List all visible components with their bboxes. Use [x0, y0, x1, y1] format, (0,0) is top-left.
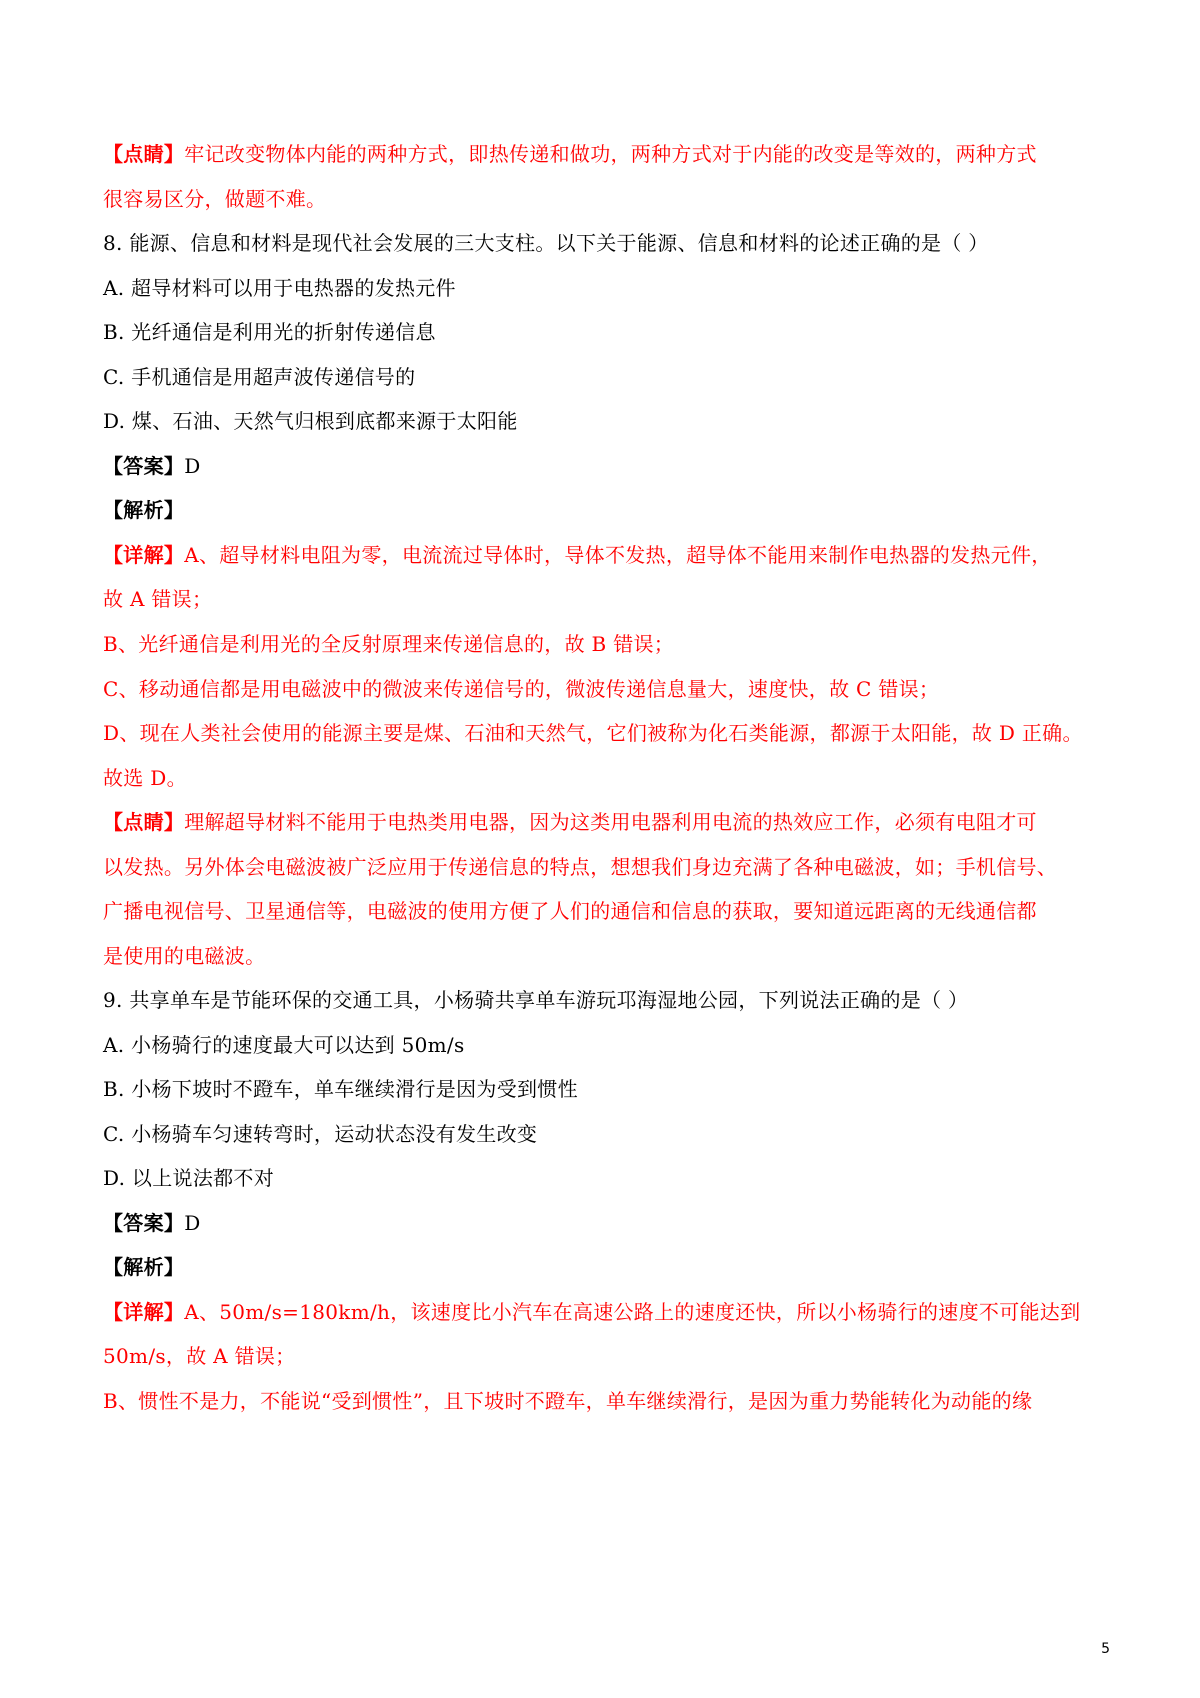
analysis-tag: 【解析】	[103, 498, 185, 522]
dianjing-tag: 【点睛】	[103, 810, 185, 834]
question-9-option-b: B. 小杨下坡时不蹬车，单车继续滑行是因为受到惯性	[103, 1077, 578, 1101]
dianjing-text: 理解超导材料不能用于电热类用电器，因为这类用电器利用电流的热效应工作，必须有电阻才可	[184, 810, 1037, 834]
question-9-stem: 9. 共享单车是节能环保的交通工具，小杨骑共享单车游玩邛海湿地公园，下列说法正确的是（ ）	[103, 988, 969, 1012]
question-9-answer	[103, 1209, 201, 1237]
answer-tag: 【答案】	[103, 1211, 185, 1235]
analysis-tag: 【解析】	[103, 1255, 185, 1279]
answer-value: D	[184, 1211, 201, 1235]
question-8-option-d: D. 煤、石油、天然气归根到底都来源于太阳能	[103, 409, 518, 433]
question-8-answer	[103, 452, 201, 480]
question-8-detail-line-4: C、移动通信都是用电磁波中的微波来传递信号的，微波传递信息量大，速度快，故 C 错误；	[103, 677, 940, 701]
question-8-detail-line-1	[103, 541, 1052, 569]
dianjing-text: 很容易区分，做题不难。	[103, 187, 327, 211]
question-8-detail-line-5: D、现在人类社会使用的能源主要是煤、石油和天然气，它们被称为化石类能源，都源于太阳能，故 D 正确。	[103, 721, 1083, 745]
question-9-analysis	[103, 1253, 184, 1281]
question-9-detail-line-1	[103, 1298, 1080, 1326]
question-8-option-a: A. 超导材料可以用于电热器的发热元件	[103, 276, 456, 300]
question-8-option-b: B. 光纤通信是利用光的折射传递信息	[103, 320, 436, 344]
dianjing-line-1	[103, 140, 1037, 168]
detail-text: A、超导材料电阻为零，电流流过导体时，导体不发热，超导体不能用来制作电热器的发热元件，	[184, 543, 1052, 567]
question-8-dianjing-line-3: 广播电视信号、卫星通信等，电磁波的使用方便了人们的通信和信息的获取，要知道远距离的无线通信都	[103, 899, 1037, 923]
question-9-detail-line-3: B、惯性不是力，不能说“受到惯性”，且下坡时不蹬车，单车继续滑行，是因为重力势能转化为动能的缘	[103, 1389, 1033, 1413]
dianjing-line-2	[103, 185, 326, 213]
detail-text: A、50m/s=180km/h，该速度比小汽车在高速公路上的速度还快，所以小杨骑行的速度不可能达到	[184, 1300, 1081, 1324]
question-9-option-a: A. 小杨骑行的速度最大可以达到 50m/s	[103, 1033, 465, 1057]
question-9-detail-line-2: 50m/s，故 A 错误；	[103, 1344, 296, 1368]
question-8-stem: 8. 能源、信息和材料是现代社会发展的三大支柱。以下关于能源、信息和材料的论述正确的是（ ）	[103, 231, 989, 255]
question-8-dianjing-line-4: 是使用的电磁波。	[103, 944, 266, 968]
page-number: 5	[1101, 1641, 1110, 1657]
question-8-detail-line-6: 故选 D。	[103, 766, 187, 790]
question-8-dianjing-line-1	[103, 808, 1037, 836]
question-8-dianjing-line-2: 以发热。另外体会电磁波被广泛应用于传递信息的特点，想想我们身边充满了各种电磁波，如；手机信号、	[103, 855, 1058, 879]
question-9-option-d: D. 以上说法都不对	[103, 1166, 275, 1190]
question-8-detail-line-2: 故 A 错误；	[103, 587, 213, 611]
dianjing-tag: 【点睛】	[103, 142, 185, 166]
detail-tag: 【详解】	[103, 1300, 185, 1324]
question-8-option-c: C. 手机通信是用超声波传递信号的	[103, 365, 416, 389]
dianjing-text: 牢记改变物体内能的两种方式，即热传递和做功，两种方式对于内能的改变是等效的，两种方式	[184, 142, 1037, 166]
question-8-analysis	[103, 496, 184, 524]
question-9-option-c: C. 小杨骑车匀速转弯时，运动状态没有发生改变	[103, 1122, 538, 1146]
detail-tag: 【详解】	[103, 543, 185, 567]
answer-tag: 【答案】	[103, 454, 185, 478]
question-8-detail-line-3: B、光纤通信是利用光的全反射原理来传递信息的，故 B 错误；	[103, 632, 675, 656]
answer-value: D	[184, 454, 201, 478]
